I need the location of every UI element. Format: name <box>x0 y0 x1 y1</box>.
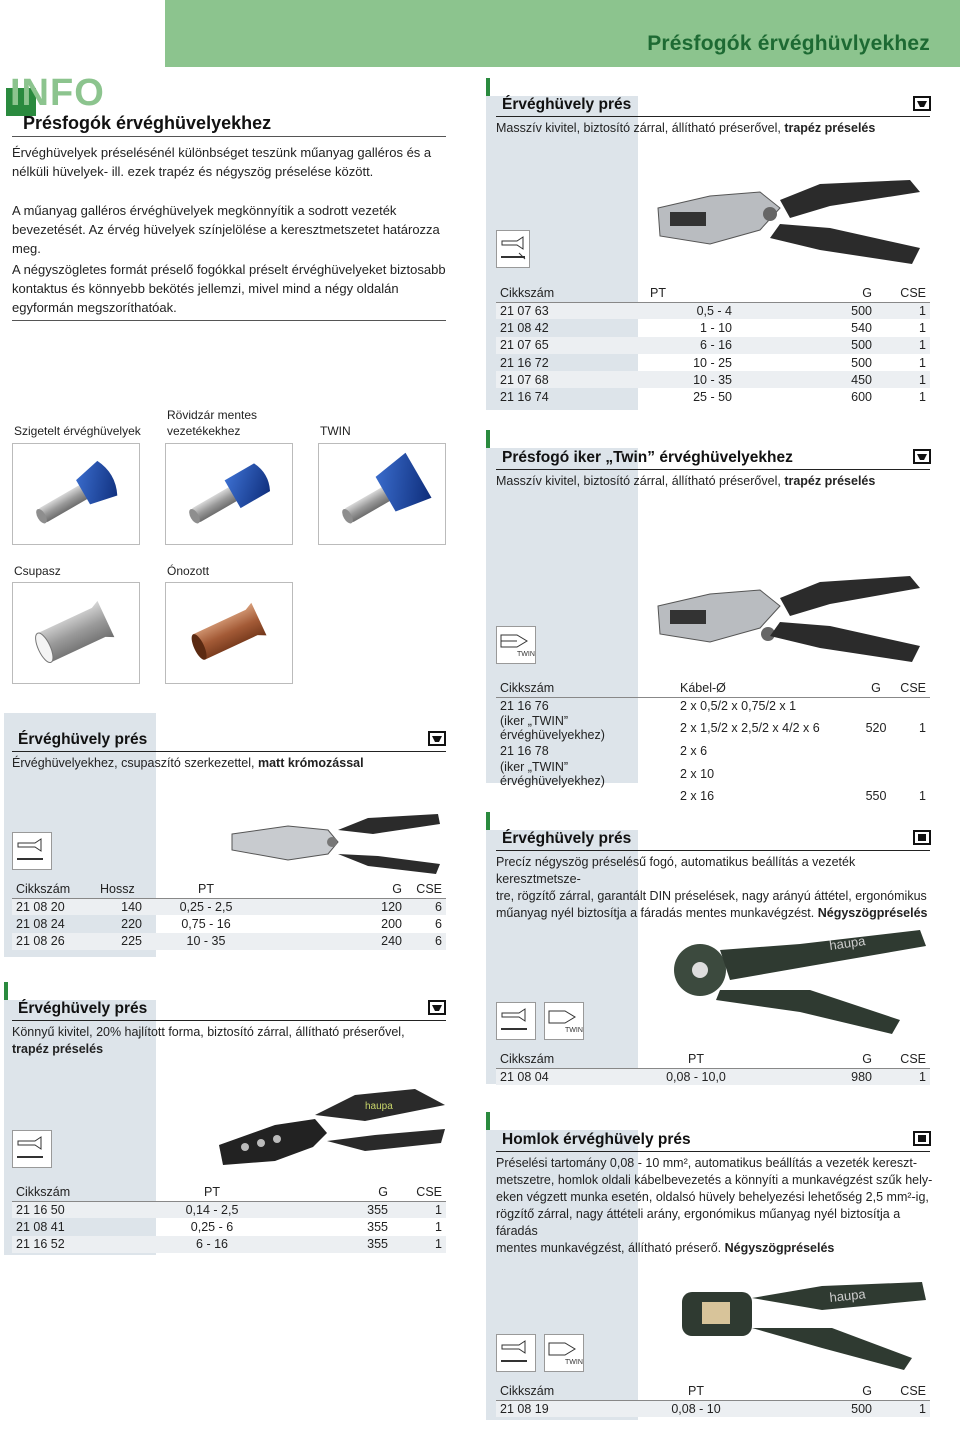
trapeze-crimp-icon <box>428 1000 446 1015</box>
ferrule-cross-section-icon <box>496 1334 536 1372</box>
divider <box>496 1151 930 1152</box>
col-header: G <box>746 1383 876 1400</box>
trapeze-crimp-icon <box>428 731 446 746</box>
icon-label: TWIN <box>517 651 535 658</box>
table-row: 21 16 74 25 - 50 600 1 <box>500 390 926 405</box>
section-title: Homlok érvéghüvely prés <box>502 1131 691 1148</box>
info-label: INFO <box>10 72 105 114</box>
crimping-tool-image <box>650 178 930 278</box>
square-crimping-tool-image <box>660 920 930 1040</box>
info-paragraph-2: A műanyag galléros érvéghüvelyek megkönnyítik a sodrott vezeték bevezetését. Az érvég hüvelyek színjelölése a keresztmetszetet határozza meg. <box>12 203 440 256</box>
page-title: Présfogók érvéghüvlyekhez <box>647 32 930 55</box>
product-table <box>496 680 930 805</box>
section-description: Préselési tartomány 0,08 - 10 mm², automatikus beállítás a vezeték kereszt- metszetre, homlok oldali kábelbevezetés a könnyíti a munkavégzést szűk hely- eken végzett munka esetén, oldalsó hüvely behelyezési lehetőség 2,5 mm²-ig, rögzítő zárral, nagy áttételi arány, ergonómikus műanyag nyél biztosítja a fáradás mentes munkavégzést, állítható préserő. Négyszögpréselés <box>496 1156 933 1255</box>
table-row: 21 16 50 0,14 - 2,5 355 1 <box>12 1201 446 1218</box>
twin-ferrule-image <box>318 443 446 545</box>
twin-ferrule-icon <box>496 626 536 664</box>
ferrule-cross-section-icon <box>12 832 52 870</box>
square-crimp-icon <box>913 830 931 845</box>
twin-crimping-tool-image <box>650 572 930 672</box>
section-accent <box>486 1112 490 1130</box>
col-header: Cikkszám <box>496 285 646 302</box>
ferrule-cross-section-icon <box>496 1002 536 1040</box>
trapeze-crimp-icon <box>913 96 931 111</box>
col-header: PT <box>146 881 266 898</box>
caption-tinned: Ónozott <box>167 564 210 578</box>
table-row: (iker „TWIN” érvéghüvelyekhez) 2 x 1,5/2 x 2,5/2 x 4/2 x 6 520 1 <box>500 714 926 743</box>
table-row: (iker „TWIN” érvéghüvelyekhez) 2 x 10 <box>500 759 715 788</box>
caption-twin: TWIN <box>320 424 351 438</box>
table-row: 21 16 72 10 - 25 500 1 <box>500 355 926 370</box>
table-row: 21 08 24 220 0,75 - 16 200 6 <box>16 916 442 931</box>
light-crimping-tool-image <box>215 1085 450 1180</box>
section-title: Érvéghüvely prés <box>18 1000 148 1017</box>
col-header: G <box>746 1051 876 1068</box>
product-table <box>496 285 930 406</box>
col-header: PT <box>646 1383 746 1400</box>
col-header: Cikkszám <box>12 881 96 898</box>
table-row: 21 07 65 6 - 16 500 1 <box>496 337 930 354</box>
product-table <box>12 881 446 950</box>
table-row: 21 08 19 0,08 - 10 500 1 <box>496 1400 930 1417</box>
divider <box>12 320 446 321</box>
col-header: CSE <box>876 1383 930 1400</box>
col-header: PT <box>646 1051 746 1068</box>
col-header: PT <box>162 1184 262 1201</box>
col-header: CSE <box>406 881 446 898</box>
col-header: CSE <box>876 285 930 302</box>
info-paragraph-1: Érvéghüvelyek préselésénél különbséget teszünk műanyag galléros és a nélküli hüvelyek- ill. ezek trapéz és négyszög préselése között. <box>12 145 432 179</box>
col-header: CSE <box>392 1184 446 1201</box>
divider <box>496 850 930 851</box>
col-header: CSE <box>876 1051 930 1068</box>
tinned-ferrule-image <box>165 582 293 684</box>
icon-label: TWIN <box>565 1359 583 1366</box>
table-row: 21 08 42 1 - 10 540 1 <box>500 320 926 335</box>
col-header: Cikkszám <box>496 1051 646 1068</box>
table-row: 21 07 63 0,5 - 4 500 1 <box>496 302 930 319</box>
front-entry-crimping-tool-image <box>672 1262 932 1372</box>
section-title: Érvéghüvely prés <box>502 96 632 113</box>
section-accent <box>4 982 8 1000</box>
svg-text:haupa: haupa <box>365 1101 393 1112</box>
caption-short-circuit-b: vezetékekhez <box>167 424 241 438</box>
twin-ferrule-icon <box>544 1334 584 1372</box>
col-header: Cikkszám <box>12 1184 162 1201</box>
section-description: Könnyű kivitel, 20% hajlított forma, biztosító zárral, állítható préserővel, trapéz préselés <box>12 1025 405 1056</box>
section-title: Érvéghüvely prés <box>18 731 148 748</box>
svg-text:haupa: haupa <box>828 933 867 953</box>
section-title: Présfogó iker „Twin” érvéghüvelyekhez <box>502 449 793 466</box>
table-row: 21 16 52 6 - 16 355 1 <box>12 1236 446 1253</box>
svg-text:haupa: haupa <box>828 1286 867 1305</box>
info-title: Présfogók érvéghüvelyekhez <box>23 113 272 133</box>
col-header: Hossz <box>96 881 146 898</box>
trapeze-crimp-icon <box>913 449 931 464</box>
col-header: G <box>856 680 896 697</box>
section-accent <box>486 430 490 448</box>
product-table <box>496 1383 930 1417</box>
ferrule-cross-section-icon <box>12 1130 52 1168</box>
section-title: Érvéghüvely prés <box>502 830 632 847</box>
section-subtitle: Masszív kivitel, biztosító zárral, állítható préserővel, trapéz préselés <box>496 474 876 488</box>
ferrule-cross-section-icon <box>496 230 530 268</box>
table-row: 2 x 16 550 1 <box>680 789 926 804</box>
col-header: G <box>266 881 406 898</box>
col-header: Kábel-Ø <box>676 680 856 697</box>
table-row: 21 08 26 225 10 - 35 240 6 <box>12 933 446 950</box>
info-paragraph-3: A négyszögletes formát préselő fogókkal préselt érvéghüvelyeket biztosabb kontaktus és könnyebb bekötés jellemzi, mivel mind a négy oldalán egyformán megszoríthatóak. <box>12 262 446 315</box>
caption-bare: Csupasz <box>14 564 61 578</box>
col-header: Cikkszám <box>496 1383 646 1400</box>
bare-ferrule-image <box>12 582 140 684</box>
col-header: PT <box>646 285 736 302</box>
caption-short-circuit-a: Rövidzár mentes <box>167 408 258 422</box>
divider <box>12 1020 446 1021</box>
product-table <box>12 1184 446 1253</box>
col-header: G <box>736 285 876 302</box>
product-table <box>496 1051 930 1085</box>
short-circuit-ferrule-image <box>165 443 293 545</box>
insulated-ferrule-image <box>12 443 140 545</box>
divider <box>12 136 446 137</box>
icon-label: TWIN <box>565 1027 583 1034</box>
square-crimp-icon <box>913 1131 931 1146</box>
section-description: Precíz négyszög préselésű fogó, automatikus beállítás a vezeték keresztmetsze- tre, rögzítő zárral, garantált DIN préselések, nagy arányú áttétel, ergonómikus műanyag nyél biztosítja a fáradás mentes munkavégzést. Négyszögpréselés <box>496 855 928 920</box>
divider <box>496 469 930 470</box>
divider <box>496 116 930 117</box>
stripping-crimping-pliers-image <box>228 810 443 875</box>
section-subtitle: Masszív kivitel, biztosító zárral, állítható préserővel, trapéz préselés <box>496 121 876 135</box>
col-header: Cikkszám <box>496 680 676 697</box>
divider <box>12 751 446 752</box>
table-row: 21 08 04 0,08 - 10,0 980 1 <box>496 1068 930 1085</box>
section-accent <box>486 78 490 96</box>
section-accent <box>486 812 490 830</box>
caption-insulated: Szigetelt érvéghüvelyek <box>14 424 141 438</box>
table-row: 21 16 76 2 x 0,5/2 x 0,75/2 x 1 <box>500 698 797 713</box>
twin-ferrule-icon <box>544 1002 584 1040</box>
section-subtitle: Érvéghüvelyekhez, csupaszító szerkezettel, matt krómozással <box>12 756 364 770</box>
table-row: 21 07 68 10 - 35 450 1 <box>496 371 930 388</box>
table-row: 21 08 20 140 0,25 - 2,5 120 6 <box>12 898 446 915</box>
col-header: CSE <box>896 680 930 697</box>
table-row: 21 16 78 2 x 6 <box>500 743 708 758</box>
table-row: 21 08 41 0,25 - 6 355 1 <box>16 1219 442 1234</box>
col-header: G <box>262 1184 392 1201</box>
